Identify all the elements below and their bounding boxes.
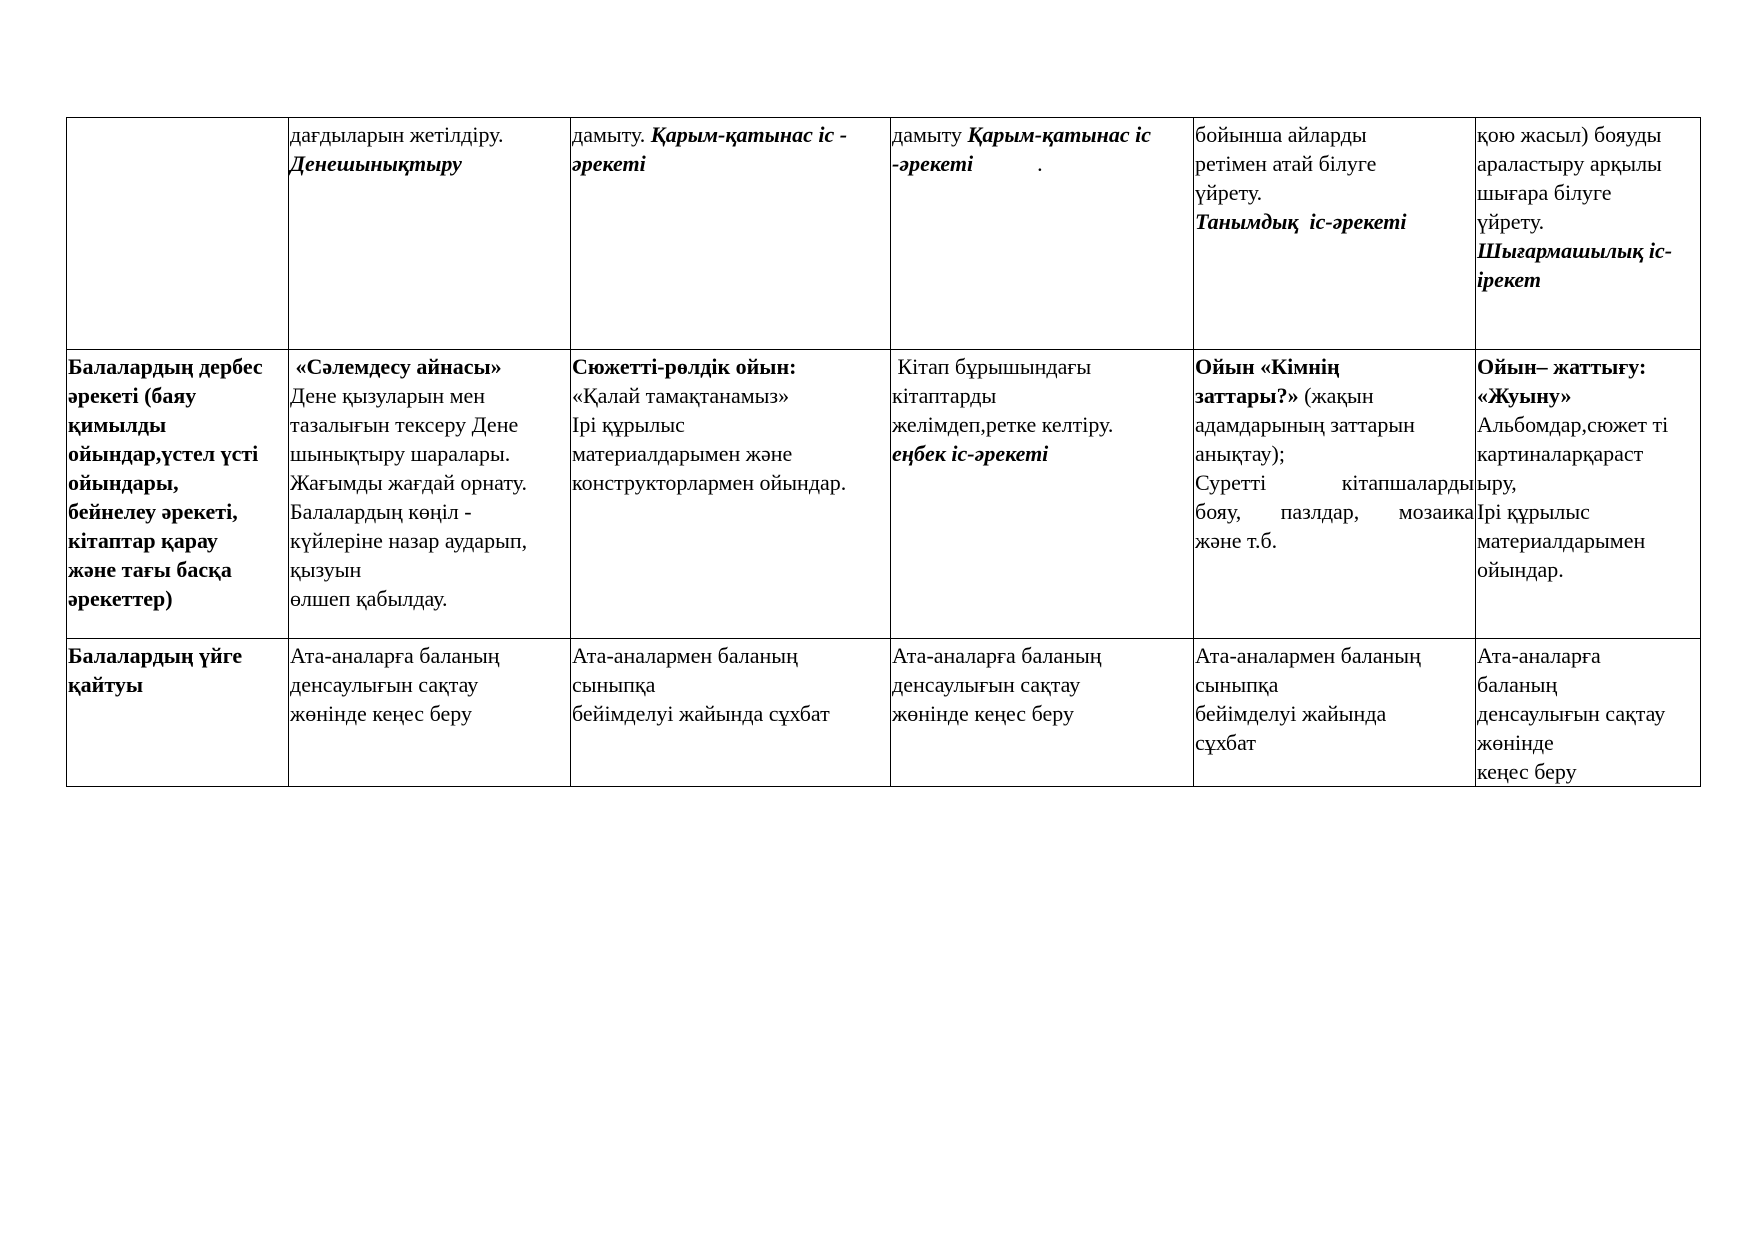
- cell-text: жөнінде кеңес беру: [290, 701, 472, 726]
- activity-tag: -әрекеті: [892, 151, 974, 176]
- row-header-text: әрекеті (баяу: [68, 383, 197, 408]
- cell-text: шынықтыру шаралары.: [290, 441, 511, 466]
- activity-tag: еңбек іс-әрекеті: [892, 441, 1049, 466]
- cell-text: Ата-аналармен баланың: [572, 643, 798, 668]
- cell-text: араластыру арқылы: [1477, 151, 1662, 176]
- cell-text: Жағымды жағдай орнату.: [290, 470, 527, 495]
- table-cell: [1194, 350, 1476, 639]
- table-cell: [289, 118, 571, 350]
- table-cell: [891, 118, 1194, 350]
- cell-text: Ата-аналарға баланың: [892, 643, 1102, 668]
- cell-text: тазалығын тексеру Дене: [290, 412, 519, 437]
- cell-text: желімдеп,ретке келтіру.: [892, 412, 1114, 437]
- cell-text: кеңес беру: [1477, 759, 1577, 784]
- cell-text: қою жасыл) бояуды: [1477, 122, 1662, 147]
- table-cell: [571, 118, 891, 350]
- cell-text: кітаптарды: [892, 383, 997, 408]
- table-cell: [571, 639, 891, 787]
- table-cell: [891, 350, 1194, 639]
- row-header-text: ойындары,: [68, 470, 179, 495]
- cell-text: Ата-аналарға баланың: [290, 643, 500, 668]
- row-header-text: ойындар,үстел үсті: [68, 441, 259, 466]
- cell-text: бейімделуі жайында: [1195, 701, 1387, 726]
- table-cell: [891, 639, 1194, 787]
- cell-text: қызуын: [290, 557, 362, 582]
- activity-title: Ойын– жаттығу:: [1477, 354, 1647, 379]
- cell-text: күйлеріне назар аударып,: [290, 528, 528, 553]
- activity-tag: Шығармашылық іс-: [1477, 238, 1673, 263]
- cell-text: Ірі құрылыс: [1477, 499, 1590, 524]
- activity-title: Сюжетті-рөлдік ойын:: [572, 354, 797, 379]
- cell-text: денсаулығын сақтау: [1477, 701, 1666, 726]
- cell-text: денсаулығын сақтау: [892, 672, 1081, 697]
- activity-tag: әрекеті: [572, 151, 646, 176]
- cell-text: анықтау);: [1195, 441, 1285, 466]
- cell-text: сұхбат: [1195, 730, 1256, 755]
- cell-text: материалдарымен және: [572, 441, 793, 466]
- activity-tag: ірекет: [1477, 267, 1541, 292]
- cell-text: картиналарқараст: [1477, 441, 1644, 466]
- row-header-text: бейнелеу әрекеті,: [68, 499, 238, 524]
- activity-tag: Қарым-қатынас іс: [967, 122, 1151, 147]
- row-header: [67, 350, 289, 639]
- activity-tag: Танымдық іс-әрекеті: [1195, 209, 1407, 234]
- cell-text: бояу, пазлдар, мозаика: [1195, 499, 1474, 524]
- activity-title: Ойын «Кімнің: [1195, 354, 1340, 379]
- table-cell: [1476, 350, 1701, 639]
- cell-text: .: [1037, 151, 1043, 176]
- cell-text: Ата-аналармен баланың: [1195, 643, 1421, 668]
- cell-text: жөнінде кеңес беру: [892, 701, 1074, 726]
- table-row: [67, 350, 1701, 639]
- table-cell: [571, 350, 891, 639]
- cell-text: бойынша айларды: [1195, 122, 1367, 147]
- cell-text: дамыту: [892, 122, 968, 147]
- cell-text: (жақын: [1298, 383, 1374, 408]
- cell-text: денсаулығын сақтау: [290, 672, 479, 697]
- schedule-table: [66, 117, 1701, 787]
- cell-text: бейімделуі жайында сұхбат: [572, 701, 830, 726]
- cell-text: шығара білуге: [1477, 180, 1612, 205]
- table-cell: [1194, 639, 1476, 787]
- cell-text: адамдарының заттарын: [1195, 412, 1415, 437]
- table-row: [67, 118, 1701, 350]
- row-header-text: қайтуы: [68, 672, 144, 697]
- cell-text: ойындар.: [1477, 557, 1564, 582]
- activity-tag: Денешынықтыру: [290, 151, 462, 176]
- row-header-text: Балалардың үйге: [68, 643, 243, 668]
- row-header-text: Балалардың дербес: [68, 354, 263, 379]
- cell-text: сыныпқа: [572, 672, 656, 697]
- table-cell: [1476, 639, 1701, 787]
- cell-text: сыныпқа: [1195, 672, 1279, 697]
- cell-text: өлшеп қабылдау.: [290, 586, 448, 611]
- cell-text: жөнінде: [1477, 730, 1554, 755]
- table-cell: [1476, 118, 1701, 350]
- table-row: [67, 639, 1701, 787]
- activity-title: заттары?»: [1195, 383, 1299, 408]
- cell-text: дағдыларын жетілдіру.: [290, 122, 504, 147]
- cell-text: үйрету.: [1477, 209, 1545, 234]
- table-cell: [289, 639, 571, 787]
- cell-text: және т.б.: [1195, 528, 1278, 553]
- row-header-empty: [67, 118, 289, 350]
- activity-tag: Қарым-қатынас іс -: [650, 122, 848, 147]
- cell-text: ыру,: [1477, 470, 1517, 495]
- cell-text: конструкторлармен ойындар.: [572, 470, 847, 495]
- cell-text: Балалардың көңіл -: [290, 499, 472, 524]
- cell-text: Альбомдар,сюжет ті: [1477, 412, 1669, 437]
- activity-title: «Жуыну»: [1477, 383, 1572, 408]
- row-header-text: кітаптар қарау: [68, 528, 218, 553]
- table-cell: [289, 350, 571, 639]
- cell-text: Ірі құрылыс: [572, 412, 685, 437]
- cell-text: Суретті кітапшаларды: [1195, 470, 1474, 495]
- cell-text: дамыту.: [572, 122, 651, 147]
- row-header-text: қимылды: [68, 412, 167, 437]
- row-header-text: және тағы басқа: [68, 557, 232, 582]
- cell-text: үйрету.: [1195, 180, 1263, 205]
- row-header: [67, 639, 289, 787]
- cell-text: материалдарымен: [1477, 528, 1646, 553]
- cell-text: баланың: [1477, 672, 1558, 697]
- row-header-text: әрекеттер): [68, 586, 173, 611]
- cell-text: Дене қызуларын мен: [290, 383, 486, 408]
- activity-title: «Сәлемдесу айнасы»: [290, 354, 502, 379]
- cell-text: ретімен атай білуге: [1195, 151, 1377, 176]
- table-cell: [1194, 118, 1476, 350]
- cell-text: Ата-аналарға: [1477, 643, 1601, 668]
- cell-text: Кітап бұрышындағы: [892, 354, 1092, 379]
- cell-text: «Қалай тамақтанамыз»: [572, 383, 790, 408]
